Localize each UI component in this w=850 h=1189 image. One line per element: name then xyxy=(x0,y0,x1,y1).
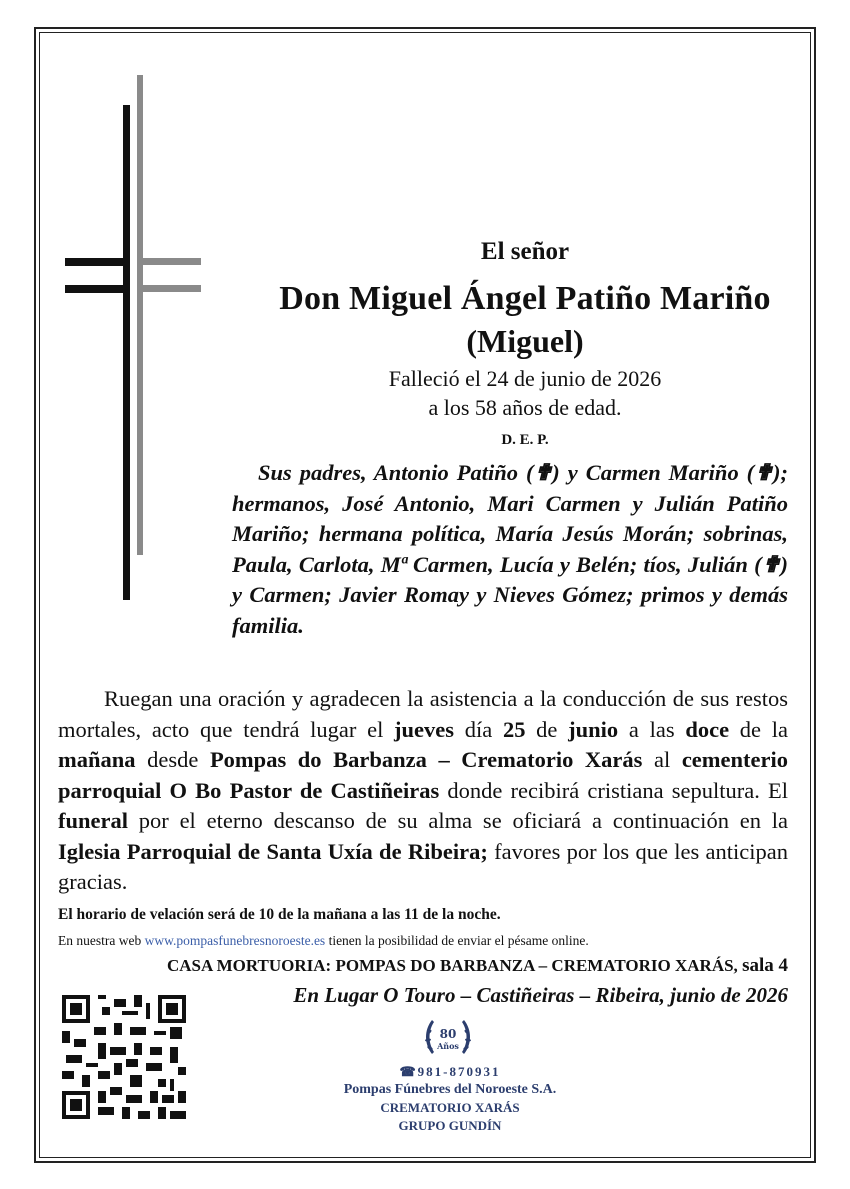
age-line: a los 58 años de edad. xyxy=(428,395,622,420)
title-prefix: El señor xyxy=(480,238,570,265)
website-link[interactable]: www.pompasfunebresnoroeste.es xyxy=(144,933,326,948)
company-name: Pompas Fúnebres del Noroeste S.A. xyxy=(343,1082,557,1097)
qr-code[interactable] xyxy=(62,995,186,1119)
rip-text: D. E. P. xyxy=(501,432,549,448)
badge-text: Años xyxy=(437,1041,459,1051)
anniversary-badge-icon xyxy=(420,1010,476,1066)
ceremony-text: Ruegan una oración y agradecen la asistencia a la conducción de sus restos mortales, acto que tendrá lugar el jueves día 25 de junio a las doce de la mañana desde Pompas do Barbanza – Crematorio Xarás al cementerio parroquial O Bo Pastor de Castiñeiras donde recibirá cristiana sepultura. El funeral por el eterno descanso de su alma se oficiará a continuación en la Iglesia Parroquial de Santa Uxía de Ribeira; favores por los que les anticipan gracias. xyxy=(58,686,788,894)
wake-schedule: El horario de velación será de 10 de la mañana a las 11 de la noche. xyxy=(58,906,501,923)
funeral-home: CASA MORTUORIA: POMPAS DO BARBANZA – CREMATORIO XARÁS, sala 4 xyxy=(166,955,788,976)
group-name: GRUPO GUNDÍN xyxy=(398,1118,502,1133)
deceased-nickname: (Miguel) xyxy=(466,323,584,359)
place-date: En Lugar O Touro – Castiñeiras – Ribeira, junio de 2026 xyxy=(293,983,788,1007)
phone-number[interactable]: ☎981-870931 xyxy=(399,1064,501,1079)
crematorium-name: CREMATORIO XARÁS xyxy=(380,1100,520,1115)
portrait-photo xyxy=(445,40,573,222)
web-note: En nuestra web www.pompasfunebresnoroeste.es tienen la posibilidad de enviar el pésame online. xyxy=(58,933,589,948)
family-text: Sus padres, Antonio Patiño (✟) y Carmen Mariño (✟); hermanos, José Antonio, Mari Carmen y Julián Patiño Mariño; hermana política, María Jesús Morán; sobrinas, Paula, Carlota, Mª Carmen, Lucía y Belén; tíos, Julián (✟) y Carmen; Javier Romay y Nieves Gómez; primos y demás familia. xyxy=(232,460,788,638)
badge-number: 80 xyxy=(439,1027,457,1041)
death-date: Falleció el 24 de junio de 2026 xyxy=(388,366,662,391)
deceased-name: Don Miguel Ángel Patiño Mariño xyxy=(279,280,771,317)
